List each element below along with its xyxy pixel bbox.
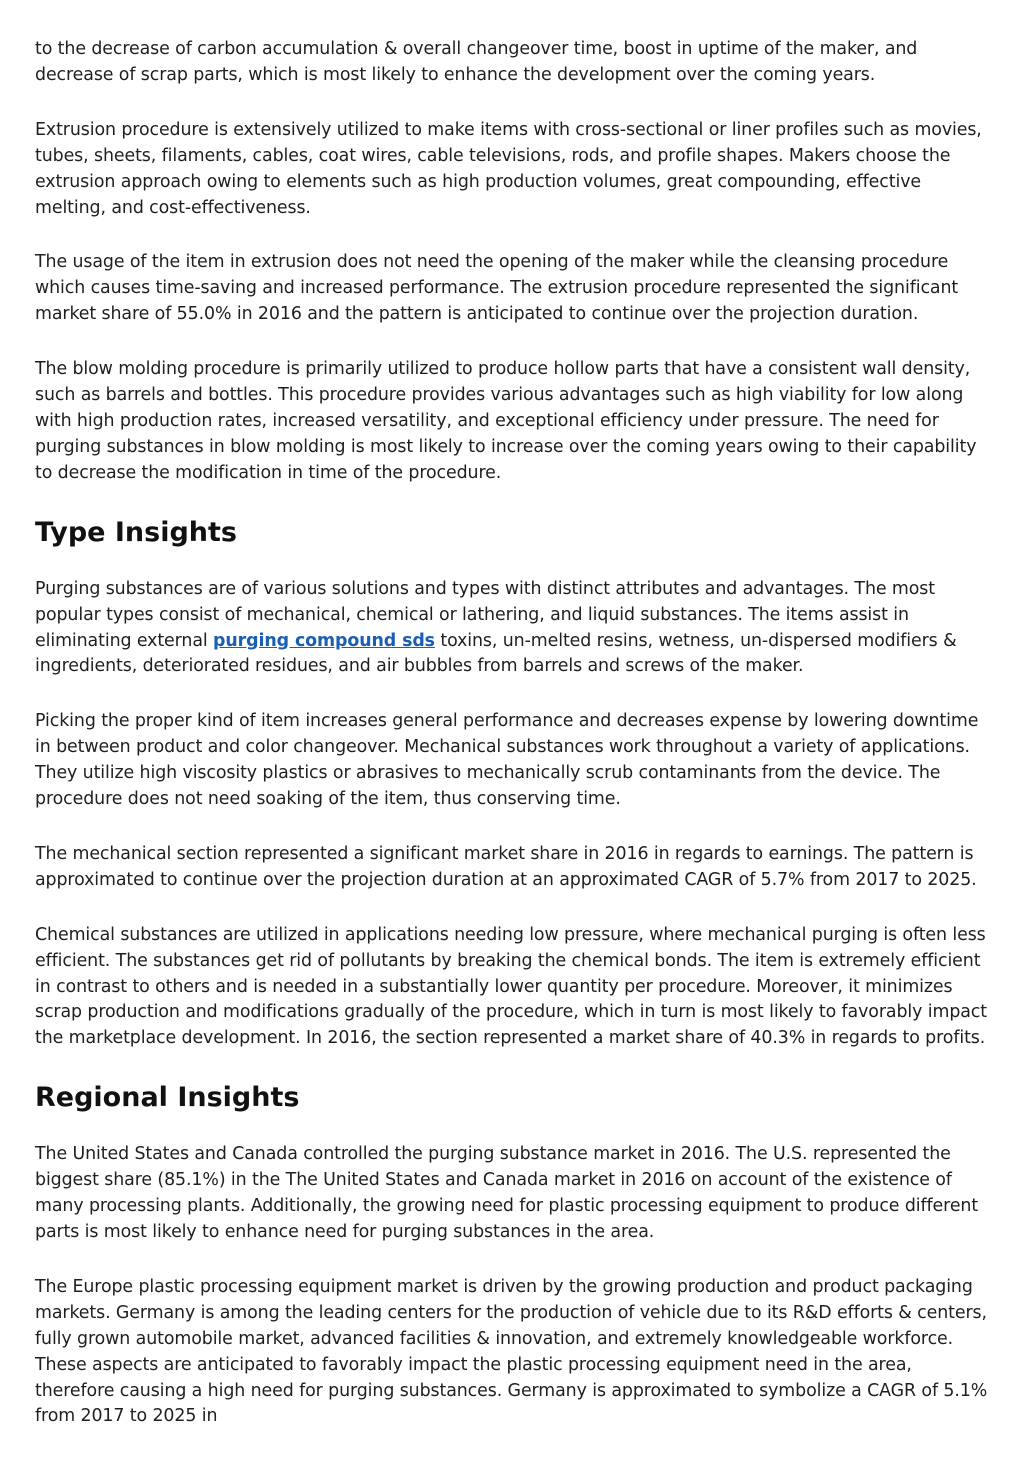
- paragraph-chemical-substances: Chemical substances are utilized in applications needing low pressure, where mechanical purging is often less efficient. The substances get rid of pollutants by breaking the chemical bonds. The item is extremely efficient in contrast to others and is needed in a substantially lower quantity per procedure. Moreover, it minimizes scrap production and modifications gradually of the procedure, which in turn is most likely to favorably impact the marketplace development. In 2016, the section represented a market share of 40.3% in regards to profits.: [35, 924, 987, 1049]
- paragraph-purging-types-start: Purging substances are of various solutions and types with distinct attributes and advantages. The most popular types consist of mechanical, chemical or lathering, and liquid substances. The items assist in eliminating external: [35, 578, 935, 651]
- paragraph-extrusion: Extrusion procedure is extensively utilized to make items with cross-sectional or liner profiles such as movies, tubes, sheets, filaments, cables, coat wires, cable televisions, rods, and profile shapes. Makers choose the extrusion approach owing to elements such as high production volumes, great compounding, effective melting, and cost-effectiveness.: [35, 119, 982, 218]
- paragraph-purging-types: [35, 577, 991, 681]
- paragraph-blow-molding: The blow molding procedure is primarily utilized to produce hollow parts that have a consistent wall density, such as barrels and bottles. This procedure provides various advantages such as high viability for low along with high production rates, increased versatility, and exceptional efficiency under pressure. The need for purging substances in blow molding is most likely to increase over the coming years owing to their capability to decrease the modification in time of the procedure.: [35, 359, 977, 483]
- paragraph-north-america: The United States and Canada controlled the purging substance market in 2016. The U.S. represented the biggest share (85.1%) in the The United States and Canada market in 2016 on account of the existence of many processing plants. Additionally, the growing need for plastic processing equipment to produce different parts is most likely to enhance need for purging substances in the area.: [35, 1144, 979, 1242]
- paragraph-intro-continued: to the decrease of carbon accumulation & overall changeover time, boost in uptime of the maker, and decrease of scrap parts, which is most likely to enhance the development over the coming years.: [35, 39, 918, 85]
- heading-regional-insights: Regional Insights: [35, 1082, 300, 1114]
- paragraph-mechanical-substances: Picking the proper kind of item increases general performance and decreases expense by lowering downtime in between product and color changeover. Mechanical substances work throughout a variety of applications. They utilize high viscosity plastics or abrasives to mechanically scrub contaminants from the device. The procedure does not need soaking of the item, thus conserving time.: [35, 711, 979, 810]
- purging-compound-sds-link[interactable]: purging compound sds: [213, 630, 435, 651]
- heading-type-insights: Type Insights: [35, 516, 237, 548]
- paragraph-europe: The Europe plastic processing equipment market is driven by the growing production and product packaging markets. Germany is among the leading centers for the production of vehicle due to its R&D efforts & centers, fully grown automobile market, advanced facilities & innovation, and extremely knowledgeable workforce. These aspects are anticipated to favorably impact the plastic processing equipment need in the area, therefore causing a high need for purging substances. Germany is approximated to symbolize a CAGR of 5.1% from 2017 to 2025 in: [35, 1276, 988, 1427]
- paragraph-extrusion-share: The usage of the item in extrusion does not need the opening of the maker while the cleansing procedure which causes time-saving and increased performance. The extrusion procedure represented the significant market share of 55.0% in 2016 and the pattern is anticipated to continue over the projection duration.: [35, 252, 959, 325]
- paragraph-mechanical-share: The mechanical section represented a significant market share in 2016 in regards to earnings. The pattern is approximated to continue over the projection duration at an approximated CAGR of 5.7% from 2017 to 2025.: [35, 843, 977, 890]
- paragraph-purging-types-end: toxins, un-melted resins, wetness, un-dispersed modifiers & ingredients, deteriorated residues, and air bubbles from barrels and screws of the maker.: [35, 630, 957, 677]
- article-body: [35, 37, 991, 1459]
